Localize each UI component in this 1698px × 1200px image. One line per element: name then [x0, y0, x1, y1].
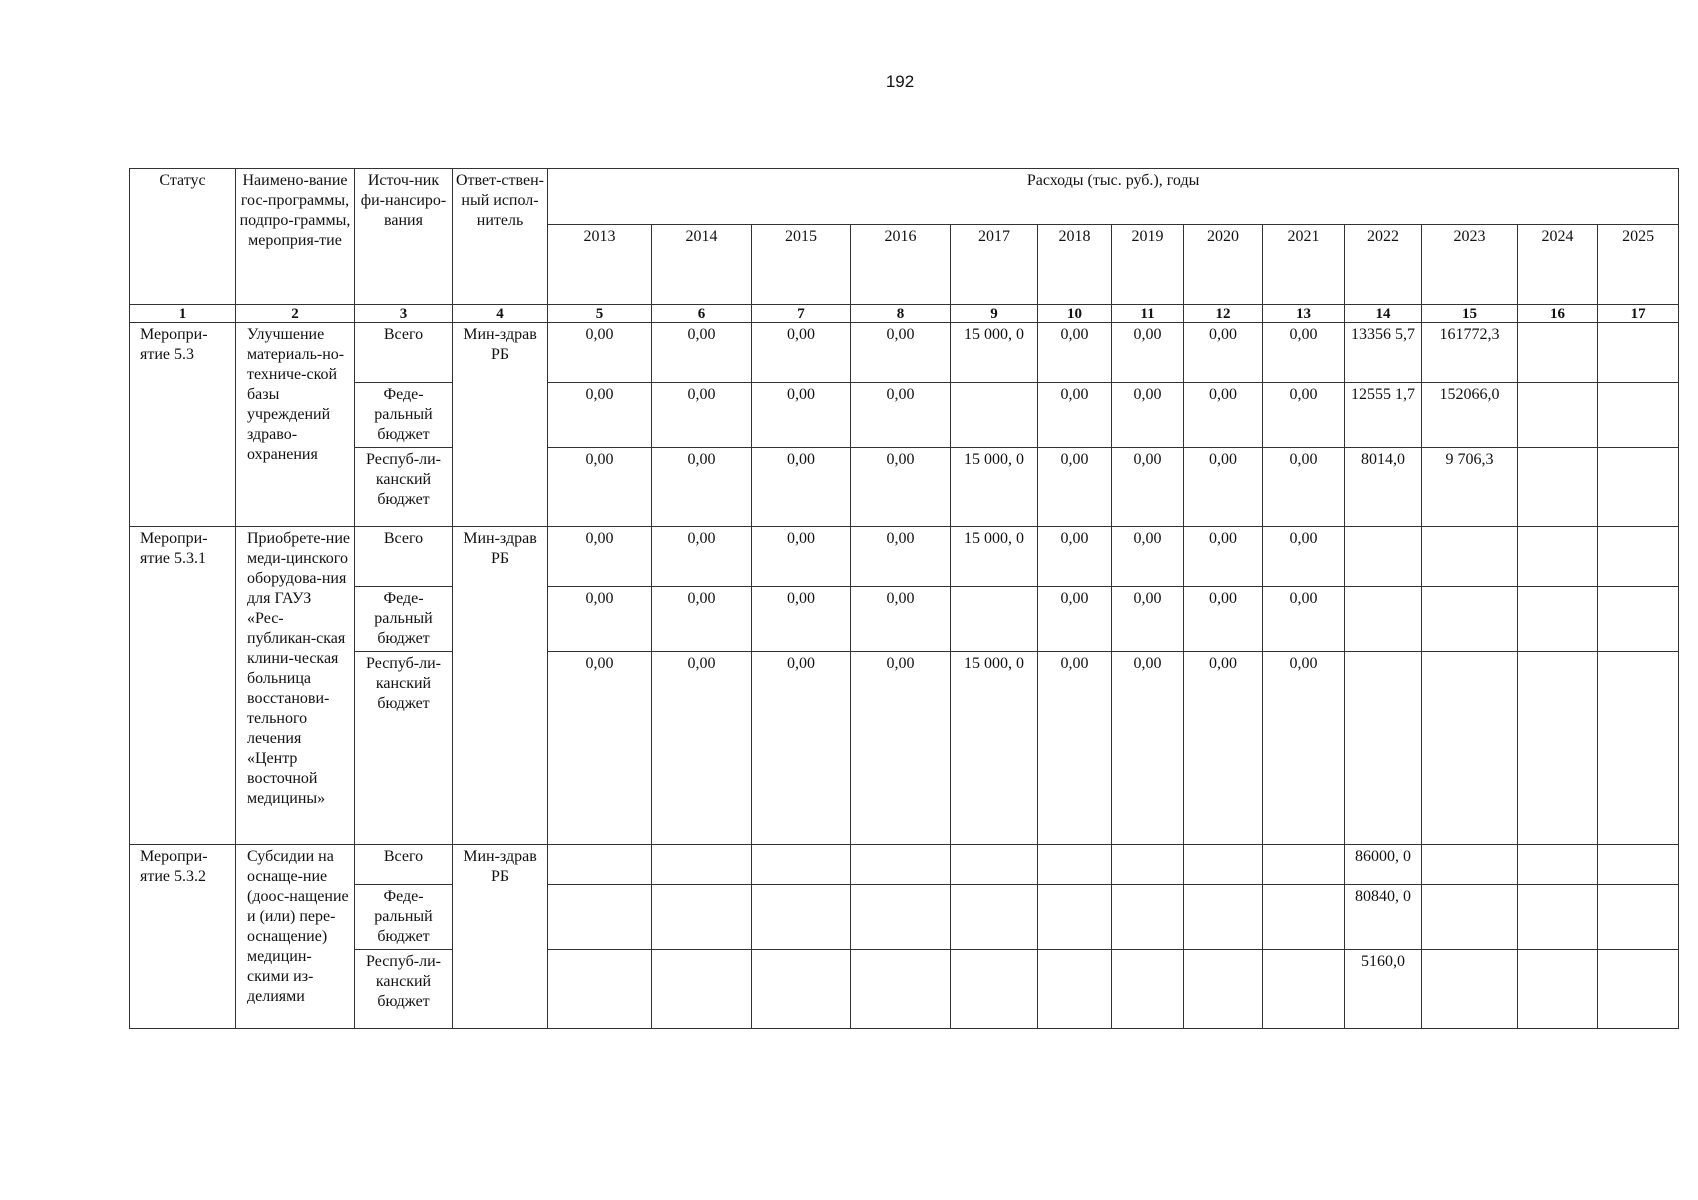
source-cell: Феде-ральный бюджет — [355, 885, 453, 950]
value-cell — [1518, 950, 1598, 1029]
value-cell: 0,00 — [1038, 383, 1112, 448]
value-cell — [1518, 323, 1598, 383]
value-cell: 0,00 — [1184, 527, 1263, 587]
value-cell — [1345, 652, 1422, 845]
value-cell — [1598, 448, 1679, 527]
value-cell — [1518, 448, 1598, 527]
column-number: 2 — [236, 305, 355, 323]
value-cell: 0,00 — [1038, 448, 1112, 527]
value-cell — [548, 885, 652, 950]
table-row — [130, 587, 1679, 652]
year-header: 2018 — [1038, 225, 1112, 305]
table-row — [130, 323, 1679, 383]
column-number: 9 — [951, 305, 1038, 323]
value-cell: 13356 5,7 — [1345, 323, 1422, 383]
year-header: 2014 — [652, 225, 752, 305]
value-cell: 0,00 — [851, 527, 951, 587]
page-number: 192 — [885, 72, 915, 91]
value-cell — [1263, 950, 1345, 1029]
value-cell — [652, 885, 752, 950]
value-cell: 86000, 0 — [1345, 845, 1422, 885]
value-cell — [1422, 587, 1518, 652]
value-cell — [851, 950, 951, 1029]
value-cell: 0,00 — [752, 448, 851, 527]
year-header: 2016 — [851, 225, 951, 305]
table-row — [130, 527, 1679, 587]
responsible-cell: Мин-здрав РБ — [453, 323, 548, 527]
year-header: 2025 — [1598, 225, 1679, 305]
value-cell: 9 706,3 — [1422, 448, 1518, 527]
year-header: 2020 — [1184, 225, 1263, 305]
source-cell: Респуб-ли-канский бюджет — [355, 950, 453, 1029]
value-cell — [1518, 885, 1598, 950]
column-number: 16 — [1518, 305, 1598, 323]
value-cell — [1345, 527, 1422, 587]
value-cell: 8014,0 — [1345, 448, 1422, 527]
value-cell: 0,00 — [851, 383, 951, 448]
value-cell: 0,00 — [652, 383, 752, 448]
value-cell: 0,00 — [652, 587, 752, 652]
value-cell — [1184, 950, 1263, 1029]
value-cell: 0,00 — [1263, 527, 1345, 587]
name-cell: Субсидии на оснаще-ние (доос-нащение и (или) пере-оснащение) медицин-скими из-делиями — [236, 845, 355, 1029]
column-number: 4 — [453, 305, 548, 323]
responsible-cell: Мин-здрав РБ — [453, 527, 548, 845]
year-header: 2019 — [1112, 225, 1184, 305]
value-cell: 0,00 — [1112, 587, 1184, 652]
value-cell: 0,00 — [851, 448, 951, 527]
header-responsible: Ответ-ствен-ный испол-нитель — [453, 169, 548, 305]
value-cell — [548, 950, 652, 1029]
value-cell: 0,00 — [752, 527, 851, 587]
value-cell: 12555 1,7 — [1345, 383, 1422, 448]
year-header: 2024 — [1518, 225, 1598, 305]
year-header: 2021 — [1263, 225, 1345, 305]
source-cell: Всего — [355, 527, 453, 587]
value-cell: 0,00 — [1038, 587, 1112, 652]
header-status: Статус — [130, 169, 236, 305]
value-cell: 0,00 — [752, 652, 851, 845]
column-number: 11 — [1112, 305, 1184, 323]
value-cell: 0,00 — [1263, 652, 1345, 845]
value-cell — [1518, 652, 1598, 845]
value-cell: 0,00 — [548, 527, 652, 587]
value-cell — [548, 845, 652, 885]
year-header: 2022 — [1345, 225, 1422, 305]
year-header: 2013 — [548, 225, 652, 305]
value-cell: 0,00 — [1112, 323, 1184, 383]
value-cell: 15 000, 0 — [951, 323, 1038, 383]
value-cell: 152066,0 — [1422, 383, 1518, 448]
value-cell — [1598, 587, 1679, 652]
year-header: 2015 — [752, 225, 851, 305]
column-number: 12 — [1184, 305, 1263, 323]
header-name: Наимено-вание гос-программы, подпро-граммы, мероприя-тие — [236, 169, 355, 305]
value-cell: 15 000, 0 — [951, 652, 1038, 845]
value-cell — [1422, 527, 1518, 587]
year-header: 2023 — [1422, 225, 1518, 305]
expenses-table — [129, 168, 1679, 1029]
value-cell — [1345, 587, 1422, 652]
value-cell: 0,00 — [1038, 323, 1112, 383]
value-cell: 0,00 — [1038, 527, 1112, 587]
status-cell: Меропри-ятие 5.3 — [130, 323, 236, 527]
column-number: 6 — [652, 305, 752, 323]
value-cell: 0,00 — [1184, 448, 1263, 527]
value-cell — [1598, 950, 1679, 1029]
value-cell — [1422, 885, 1518, 950]
value-cell — [752, 885, 851, 950]
source-cell: Всего — [355, 323, 453, 383]
responsible-cell: Мин-здрав РБ — [453, 845, 548, 1029]
value-cell — [1422, 950, 1518, 1029]
value-cell: 0,00 — [1112, 448, 1184, 527]
value-cell: 0,00 — [1112, 383, 1184, 448]
source-cell: Респуб-ли-канский бюджет — [355, 448, 453, 527]
column-number: 7 — [752, 305, 851, 323]
name-cell: Улучшение материаль-но-техниче-ской базы учреждений здраво-охранения — [236, 323, 355, 527]
value-cell: 161772,3 — [1422, 323, 1518, 383]
year-header: 2017 — [951, 225, 1038, 305]
value-cell: 0,00 — [1038, 652, 1112, 845]
value-cell — [951, 383, 1038, 448]
value-cell — [851, 845, 951, 885]
value-cell — [752, 950, 851, 1029]
value-cell — [951, 885, 1038, 950]
value-cell: 0,00 — [752, 323, 851, 383]
value-cell: 0,00 — [548, 652, 652, 845]
column-number: 1 — [130, 305, 236, 323]
value-cell — [1518, 527, 1598, 587]
value-cell: 80840, 0 — [1345, 885, 1422, 950]
value-cell: 0,00 — [1184, 383, 1263, 448]
value-cell: 0,00 — [652, 527, 752, 587]
value-cell: 0,00 — [548, 448, 652, 527]
value-cell — [1518, 383, 1598, 448]
value-cell: 0,00 — [1263, 323, 1345, 383]
table-row — [130, 448, 1679, 527]
value-cell — [1263, 845, 1345, 885]
column-number-row — [130, 305, 1679, 323]
value-cell — [1598, 383, 1679, 448]
value-cell — [951, 845, 1038, 885]
value-cell — [1263, 885, 1345, 950]
value-cell: 0,00 — [652, 448, 752, 527]
value-cell: 0,00 — [851, 587, 951, 652]
value-cell — [652, 845, 752, 885]
column-number: 13 — [1263, 305, 1345, 323]
value-cell: 0,00 — [1184, 652, 1263, 845]
source-cell: Феде-ральный бюджет — [355, 383, 453, 448]
value-cell: 0,00 — [548, 383, 652, 448]
value-cell — [1038, 885, 1112, 950]
value-cell — [1598, 323, 1679, 383]
value-cell: 0,00 — [1263, 383, 1345, 448]
value-cell — [752, 845, 851, 885]
header-source: Источ-ник фи-нансиро-вания — [355, 169, 453, 305]
value-cell — [951, 950, 1038, 1029]
column-number: 5 — [548, 305, 652, 323]
value-cell: 0,00 — [851, 323, 951, 383]
status-cell: Меропри-ятие 5.3.2 — [130, 845, 236, 1029]
source-cell: Респуб-ли-канский бюджет — [355, 652, 453, 845]
value-cell — [652, 950, 752, 1029]
value-cell: 0,00 — [851, 652, 951, 845]
value-cell — [1598, 527, 1679, 587]
name-cell: Приобрете-ние меди-цинского оборудова-ния для ГАУЗ «Рес-публикан-ская клини-ческая больница восстанови-тельного лечения «Центр восточной медицины» — [236, 527, 355, 845]
value-cell: 0,00 — [652, 323, 752, 383]
value-cell — [1422, 845, 1518, 885]
table-row — [130, 845, 1679, 885]
column-number: 10 — [1038, 305, 1112, 323]
value-cell — [1518, 587, 1598, 652]
value-cell: 0,00 — [1112, 527, 1184, 587]
value-cell: 0,00 — [1112, 652, 1184, 845]
value-cell: 0,00 — [752, 383, 851, 448]
value-cell: 15 000, 0 — [951, 527, 1038, 587]
column-number: 8 — [851, 305, 951, 323]
value-cell — [1112, 950, 1184, 1029]
column-number: 15 — [1422, 305, 1518, 323]
value-cell: 0,00 — [1263, 448, 1345, 527]
value-cell — [951, 587, 1038, 652]
table-row — [130, 652, 1679, 845]
status-cell: Меропри-ятие 5.3.1 — [130, 527, 236, 845]
table-row — [130, 950, 1679, 1029]
value-cell: 0,00 — [548, 323, 652, 383]
table-row — [130, 885, 1679, 950]
source-cell: Всего — [355, 845, 453, 885]
value-cell — [1184, 845, 1263, 885]
table-row — [130, 383, 1679, 448]
value-cell: 5160,0 — [1345, 950, 1422, 1029]
column-number: 17 — [1598, 305, 1679, 323]
value-cell — [1038, 845, 1112, 885]
value-cell: 0,00 — [1184, 587, 1263, 652]
value-cell: 15 000, 0 — [951, 448, 1038, 527]
column-number: 3 — [355, 305, 453, 323]
value-cell: 0,00 — [1184, 323, 1263, 383]
value-cell — [1598, 885, 1679, 950]
value-cell — [851, 885, 951, 950]
value-cell — [1112, 845, 1184, 885]
value-cell — [1518, 845, 1598, 885]
value-cell: 0,00 — [1263, 587, 1345, 652]
column-number: 14 — [1345, 305, 1422, 323]
value-cell — [1184, 885, 1263, 950]
value-cell — [1422, 652, 1518, 845]
source-cell: Феде-ральный бюджет — [355, 587, 453, 652]
value-cell: 0,00 — [652, 652, 752, 845]
value-cell — [1598, 652, 1679, 845]
value-cell — [1598, 845, 1679, 885]
value-cell: 0,00 — [752, 587, 851, 652]
value-cell — [1112, 885, 1184, 950]
header-expenses: Расходы (тыс. руб.), годы — [548, 169, 1679, 225]
value-cell — [1038, 950, 1112, 1029]
value-cell: 0,00 — [548, 587, 652, 652]
